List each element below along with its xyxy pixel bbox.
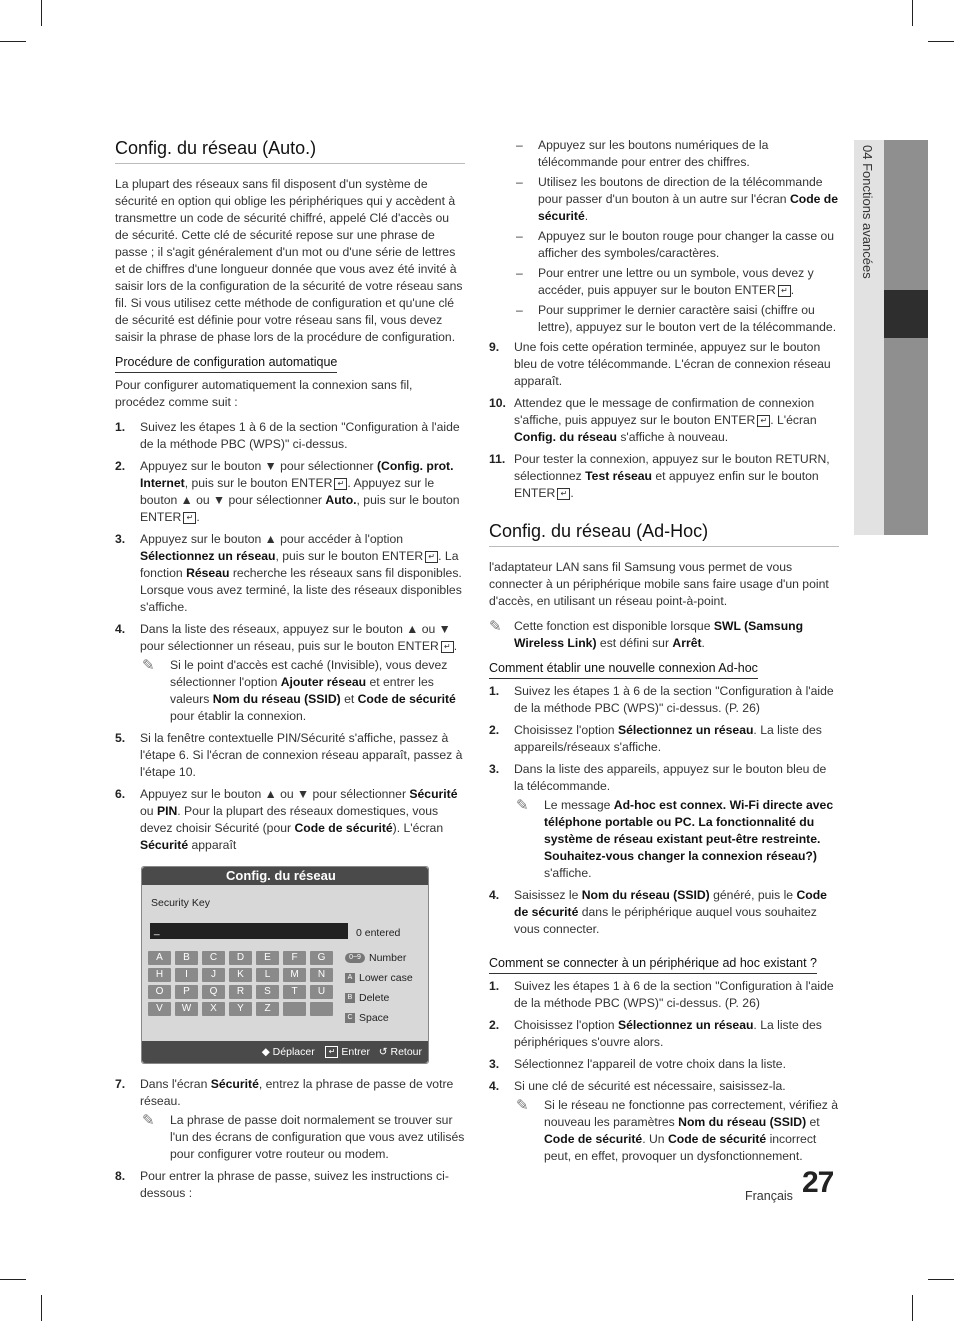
- step-text: . Appuyez sur le bouton ▲ ou ▼ pour sélectionner: [140, 476, 435, 507]
- dash-bold: Code de sécurité: [538, 192, 839, 223]
- crop-mark: [912, 1295, 913, 1321]
- keyboard-row: [148, 968, 340, 982]
- keyboard-key[interactable]: J: [202, 968, 225, 982]
- step-text: Dans la liste des réseaux, appuyez sur le bouton ▲ ou ▼ pour sélectionner un réseau, puis sur le bouton ENTER: [140, 622, 451, 653]
- page-number: 27: [802, 1166, 834, 1199]
- note-text: Le message: [544, 798, 614, 812]
- keyboard-key[interactable]: P: [175, 985, 198, 999]
- right-column: [489, 137, 839, 1170]
- step-2: [115, 458, 465, 526]
- step-number: 10.: [489, 396, 506, 410]
- step-text: Suivez les étapes 1 à 6 de la section "Configuration à l'aide de la méthode PBC (WPS)" ci-dessus.: [140, 420, 460, 451]
- keyboard-key[interactable]: R: [229, 985, 252, 999]
- step-bold: Sécurité: [140, 838, 189, 852]
- step-text: Appuyez sur le bouton ▲ pour accéder à l'option: [140, 532, 404, 546]
- chapter-tab-block: [884, 140, 928, 290]
- step-7: [115, 1076, 465, 1163]
- existing-step-4: [489, 1078, 839, 1165]
- osd-title: Config. du réseau: [142, 867, 428, 885]
- keyboard-key[interactable]: K: [229, 968, 252, 982]
- step-number: 9.: [489, 340, 500, 354]
- dash-text: .: [584, 209, 589, 223]
- step-4: [115, 621, 465, 725]
- step-number: 2.: [489, 723, 500, 737]
- step-text: Saisissez le: [514, 888, 582, 902]
- note-bold: Ajouter réseau: [280, 675, 367, 689]
- step-bold: Sécurité: [409, 787, 458, 801]
- existing-step-3: [489, 1056, 839, 1073]
- keyboard-key[interactable]: M: [283, 968, 306, 982]
- pencil-icon: ✎: [516, 797, 529, 814]
- note-bold: SWL (Samsung Wireless Link): [514, 619, 804, 650]
- note-bold: Code de sécurité: [357, 692, 456, 706]
- dash-text: .: [790, 283, 795, 297]
- dash-item: [489, 302, 839, 336]
- keyboard-key[interactable]: [310, 1002, 333, 1016]
- step-text: et appuyez enfin sur le bouton ENTER: [514, 469, 819, 500]
- dash-text: Pour supprimer le dernier caractère saisi (chiffre ou lettre), appuyez sur le bouton vert de la télécommande.: [538, 303, 837, 334]
- keyboard-key[interactable]: V: [148, 1002, 171, 1016]
- enter-icon: ↵: [325, 1046, 338, 1058]
- dash-text: Appuyez sur le bouton rouge pour changer la casse ou afficher des symboles/caractères.: [538, 229, 835, 260]
- keyboard-key[interactable]: B: [175, 951, 198, 965]
- step-text: , puis sur le bouton ENTER: [275, 549, 424, 563]
- step-5: [115, 730, 465, 781]
- keyboard-key[interactable]: [283, 1002, 306, 1016]
- note-text: pour établir la connexion.: [170, 709, 307, 723]
- green-button-icon: B: [345, 993, 355, 1003]
- keyboard-key[interactable]: I: [175, 968, 198, 982]
- enter-icon: ↵: [334, 478, 347, 490]
- step-number: 7.: [115, 1077, 126, 1091]
- step-9: [489, 339, 839, 390]
- dash-bullet: –: [516, 175, 523, 189]
- note-text: .: [701, 636, 705, 650]
- step-number: 2.: [115, 459, 126, 473]
- step-text: , puis sur le bouton ENTER: [140, 493, 460, 524]
- keyboard-key[interactable]: O: [148, 985, 171, 999]
- step-text: Attendez que le message de confirmation de connexion s'affiche, puis appuyez sur le bouton ENTER: [514, 396, 815, 427]
- note-text: La phrase de passe doit normalement se trouver sur l'un des écrans de configuration que vous avez utilisés pour configurer votre routeur ou modem.: [170, 1113, 465, 1161]
- step-text: , entrez la phrase de passe de votre réseau.: [140, 1077, 454, 1108]
- step-number: 2.: [489, 1018, 500, 1032]
- crop-mark: [928, 1279, 954, 1280]
- keyboard-key[interactable]: D: [229, 951, 252, 965]
- pencil-icon: ✎: [516, 1097, 529, 1114]
- note-text: et entrer les valeurs: [170, 675, 434, 706]
- enter-hint: Entrer: [341, 1046, 370, 1058]
- step-number: 4.: [489, 1079, 500, 1093]
- adhoc-step-1: [489, 683, 839, 717]
- option-label: Lower case: [359, 972, 413, 984]
- step-text: généré, puis le: [709, 888, 797, 902]
- keyboard-row: [148, 985, 340, 999]
- step-bold: PIN: [156, 804, 178, 818]
- step-text: Sélectionnez l'appareil de votre choix dans la liste.: [514, 1057, 786, 1071]
- yellow-button-icon: C: [345, 1013, 355, 1023]
- step-bold: Sélectionnez un réseau: [617, 723, 754, 737]
- step-text: Appuyez sur le bouton ▼ pour sélectionner: [140, 459, 377, 473]
- adhoc-step-2: [489, 722, 839, 756]
- adhoc-step-4: [489, 887, 839, 938]
- security-key-label: Security Key: [151, 897, 210, 909]
- step-bold: Réseau: [186, 566, 230, 580]
- dash-item: [489, 174, 839, 225]
- note: [140, 657, 465, 725]
- step-text: Choisissez l'option: [514, 723, 618, 737]
- step-text: . Pour la plupart des réseaux domestiques, vous devez choisir Sécurité (pour: [140, 804, 439, 835]
- adhoc-step-3: [489, 761, 839, 882]
- dash-item: [489, 137, 839, 171]
- dash-bullet: –: [516, 266, 523, 280]
- keyboard-key[interactable]: X: [202, 1002, 225, 1016]
- keyboard-options: [345, 951, 425, 1031]
- option-space[interactable]: [345, 1011, 425, 1031]
- keyboard-row: [148, 951, 340, 965]
- step-text: . La fonction: [140, 549, 459, 580]
- keyboard-key[interactable]: F: [283, 951, 306, 965]
- step-10: [489, 395, 839, 446]
- option-label: Space: [359, 1012, 389, 1024]
- keyboard-key[interactable]: L: [256, 968, 279, 982]
- step-number: 1.: [489, 979, 500, 993]
- step-text: .: [570, 486, 574, 500]
- note-text: Si le réseau ne fonctionne pas correctement, vérifiez à nouveau les paramètres: [544, 1098, 839, 1129]
- sub-intro: Pour configurer automatiquement la connexion sans fil, procédez comme suit :: [115, 378, 413, 409]
- subheading-existing-adhoc: Comment se connecter à un périphérique ad hoc existant ?: [489, 955, 817, 974]
- step-number: 4.: [115, 622, 126, 636]
- step-text: Si la fenêtre contextuelle PIN/Sécurité s'affiche, passez à l'étape 6. Si l'écran de connexion réseau apparaît, passez à l'étape 10.: [140, 731, 463, 779]
- red-button-icon: A: [345, 973, 355, 983]
- step-text: Choisissez l'option: [514, 1018, 618, 1032]
- step-text: Suivez les étapes 1 à 6 de la section "Configuration à l'aide de la méthode PBC (WPS)" ci-dessus. (P. 26): [514, 684, 834, 715]
- crop-mark: [928, 41, 954, 42]
- step-text: apparaît: [188, 838, 237, 852]
- section-title-auto: Config. du réseau (Auto.): [115, 137, 465, 164]
- crop-mark: [0, 1279, 26, 1280]
- step-number: 3.: [489, 1057, 500, 1071]
- note-bold: Code de sécurité: [544, 1132, 643, 1146]
- return-icon: ↺: [378, 1046, 388, 1058]
- crop-mark: [912, 0, 913, 26]
- step-number: 4.: [489, 888, 500, 902]
- dash-bullet: –: [516, 303, 523, 317]
- step-text: recherche les réseaux sans fil disponibles. Lorsque vous avez terminé, la liste des réseaux disponibles s'affiche.: [140, 566, 462, 614]
- adhoc-intro: l'adaptateur LAN sans fil Samsung vous permet de vous connecter à un périphérique mobile sans faire usage d'un point d'accès, en utilisant un réseau point-à-point.: [489, 560, 829, 608]
- note: [489, 618, 839, 652]
- note-text: s'affiche.: [544, 866, 592, 880]
- step-bold: Test réseau: [585, 469, 652, 483]
- step-bold: Sécurité: [210, 1077, 259, 1091]
- step-number: 1.: [115, 420, 126, 434]
- note-text: incorrect peut, en effet, provoquer un dysfonctionnement.: [544, 1132, 817, 1163]
- step-text: Pour tester la connexion, appuyez sur le bouton RETURN, sélectionnez: [514, 452, 830, 483]
- left-column: [115, 137, 465, 1207]
- step-text: . L'écran: [770, 413, 817, 427]
- security-key-screen: [141, 866, 429, 1064]
- keyboard-key[interactable]: N: [310, 968, 333, 982]
- note-text: et: [806, 1115, 820, 1129]
- chapter-tab: [854, 140, 928, 535]
- step-number: 11.: [489, 452, 506, 466]
- osd-footer: [142, 1041, 428, 1063]
- keyboard-row: [148, 1002, 340, 1016]
- chapter-tab-block: [884, 338, 928, 535]
- note: [514, 797, 839, 882]
- keyboard-key[interactable]: H: [148, 968, 171, 982]
- subheading-auto-procedure: Procédure de configuration automatique: [115, 354, 337, 373]
- step-bold: Sélectionnez un réseau: [617, 1018, 754, 1032]
- note-text: Si le point d'accès est caché (Invisible), vous devez sélectionner l'option: [170, 658, 448, 689]
- step-8: [115, 1168, 465, 1202]
- step-text: .: [453, 639, 458, 653]
- keyboard-key[interactable]: T: [283, 985, 306, 999]
- pencil-icon: ✎: [142, 657, 155, 674]
- subheading-new-adhoc: Comment établir une nouvelle connexion Ad-hoc: [489, 660, 758, 679]
- crop-mark: [41, 1295, 42, 1321]
- keyboard-key[interactable]: Y: [229, 1002, 252, 1016]
- dash-text: Pour entrer une lettre ou un symbole, vous devez y accéder, puis appuyer sur le bouton ENTER: [538, 266, 814, 297]
- enter-icon: ↵: [778, 285, 791, 297]
- step-text: . La liste des périphériques s'ouvre alors.: [514, 1018, 822, 1049]
- step-bold: Sélectionnez un réseau: [140, 549, 276, 563]
- step-number: 3.: [489, 762, 500, 776]
- step-11: [489, 451, 839, 502]
- note-text: . Un: [642, 1132, 668, 1146]
- step-text: ou: [140, 804, 157, 818]
- note-bold: Nom du réseau (SSID): [212, 692, 341, 706]
- note-bold: Code de sécurité: [667, 1132, 767, 1146]
- footer-language: Français: [745, 1189, 793, 1203]
- keyboard-key[interactable]: Q: [202, 985, 225, 999]
- existing-step-2: [489, 1017, 839, 1051]
- step-text: dans le périphérique auquel vous souhaitez vous connecter.: [514, 905, 817, 936]
- step-text: Pour entrer la phrase de passe, suivez les instructions ci-dessous :: [140, 1169, 449, 1200]
- step-text: Appuyez sur le bouton ▲ ou ▼ pour sélectionner: [140, 787, 410, 801]
- enter-icon: ↵: [425, 551, 438, 563]
- section-title-adhoc: Config. du réseau (Ad-Hoc): [489, 520, 839, 547]
- note-bold: Ad-hoc est connex. Wi-Fi directe avec téléphone portable ou PC. La fonctionnalité du système de réseau existant peut-être restreinte. Souhaitez-vous changer la connexion réseau?): [544, 798, 834, 863]
- keyboard-key[interactable]: S: [256, 985, 279, 999]
- existing-step-1: [489, 978, 839, 1012]
- step-number: 1.: [489, 684, 500, 698]
- step-bold: Code de sécurité: [514, 888, 827, 919]
- keyboard-key[interactable]: W: [175, 1002, 198, 1016]
- note-bold: Nom du réseau (SSID): [678, 1115, 807, 1129]
- pencil-icon: ✎: [142, 1112, 155, 1129]
- step-number: 5.: [115, 731, 126, 745]
- step-text: . La liste des appareils/réseaux s'affiche.: [514, 723, 822, 754]
- dash-text: Utilisez les boutons de direction de la télécommande pour passer d'un bouton à un autre sur l'écran: [538, 175, 823, 206]
- chapter-tab-active-block: [884, 290, 928, 338]
- step-bold: Auto.: [325, 493, 357, 507]
- option-label: Number: [369, 952, 407, 964]
- number-key-icon: 0~9: [345, 953, 365, 963]
- enter-icon: ↵: [183, 512, 196, 524]
- entered-count: 0 entered: [356, 927, 401, 939]
- option-lower-case[interactable]: [345, 971, 425, 991]
- crop-mark: [41, 0, 42, 26]
- step-text: Une fois cette opération terminée, appuyez sur le bouton bleu de votre télécommande. L'écran de connexion réseau apparaît.: [514, 340, 831, 388]
- step-text: Dans la liste des appareils, appuyez sur le bouton bleu de la télécommande.: [514, 762, 827, 793]
- note-text: est défini sur: [596, 636, 673, 650]
- step-6: [115, 786, 465, 854]
- move-hint: ◆ Déplacer: [261, 1046, 315, 1058]
- note: [140, 1112, 465, 1163]
- step-bold: (Config. prot. Internet: [140, 459, 454, 490]
- step-text: Si une clé de sécurité est nécessaire, saisissez-la.: [514, 1079, 786, 1093]
- keyboard-key[interactable]: G: [310, 951, 333, 965]
- step-number: 3.: [115, 532, 126, 546]
- step-text: Dans l'écran: [140, 1077, 211, 1091]
- chapter-tab-label: 04 Fonctions avancées: [860, 145, 875, 279]
- step-text: , puis sur le bouton ENTER: [184, 476, 333, 490]
- intro-paragraph: La plupart des réseaux sans fil disposent d'un système de sécurité en option qui oblige les périphériques qui y accèdent à transmettre un code de sécurité chiffré, appelé Clé d'accès ou de sécurité. Cette clé de sécurité repose sur une phrase de passe ; il s'agit généralement d'un mot ou d'une série de lettres et de chiffres d'une longueur donnée que vous avez été invité à saisir lors de la configuration de la sécurité de votre réseau sans fil. Si vous utilisez cette méthode de configuration et qu'une clé de sécurité est définie pour votre réseau sans fil, vous devez saisir la phrase de phase lors de la procédure de configuration.: [115, 177, 463, 344]
- step-bold: Config. du réseau: [514, 430, 617, 444]
- step-text: .: [196, 510, 200, 524]
- dash-bullet: –: [516, 138, 523, 152]
- keyboard-key[interactable]: A: [148, 951, 171, 965]
- enter-icon: ↵: [441, 641, 454, 653]
- dash-item: [489, 265, 839, 299]
- option-label: Delete: [359, 992, 390, 1004]
- note: [514, 1097, 839, 1165]
- keyboard-key[interactable]: Z: [256, 1002, 279, 1016]
- dash-item: [489, 228, 839, 262]
- step-text: s'affiche à nouveau.: [616, 430, 729, 444]
- enter-icon: ↵: [557, 488, 570, 500]
- step-number: 8.: [115, 1169, 126, 1183]
- keyboard-key[interactable]: U: [310, 985, 333, 999]
- step-text: Suivez les étapes 1 à 6 de la section "Configuration à l'aide de la méthode PBC (WPS)" ci-dessus. (P. 26): [514, 979, 834, 1010]
- option-number[interactable]: [345, 951, 425, 971]
- keyboard-key[interactable]: E: [256, 951, 279, 965]
- dash-text: Appuyez sur les boutons numériques de la télécommande pour entrer des chiffres.: [538, 138, 769, 169]
- step-bold: Code de sécurité: [294, 821, 393, 835]
- step-bold: Nom du réseau (SSID): [581, 888, 710, 902]
- keyboard-key[interactable]: C: [202, 951, 225, 965]
- dash-bullet: –: [516, 229, 523, 243]
- step-1: [115, 419, 465, 453]
- on-screen-keyboard: [148, 951, 340, 1019]
- note-bold: Arrêt: [672, 636, 702, 650]
- step-3: [115, 531, 465, 616]
- pencil-icon: ✎: [489, 618, 502, 635]
- step-number: 6.: [115, 787, 126, 801]
- note-text: et: [340, 692, 358, 706]
- enter-icon: ↵: [757, 415, 770, 427]
- return-hint: Retour: [390, 1046, 422, 1058]
- step-text: ). L'écran: [392, 821, 444, 835]
- security-key-input[interactable]: _: [150, 923, 348, 939]
- note-text: Cette fonction est disponible lorsque: [514, 619, 714, 633]
- crop-mark: [0, 41, 26, 42]
- option-delete[interactable]: [345, 991, 425, 1011]
